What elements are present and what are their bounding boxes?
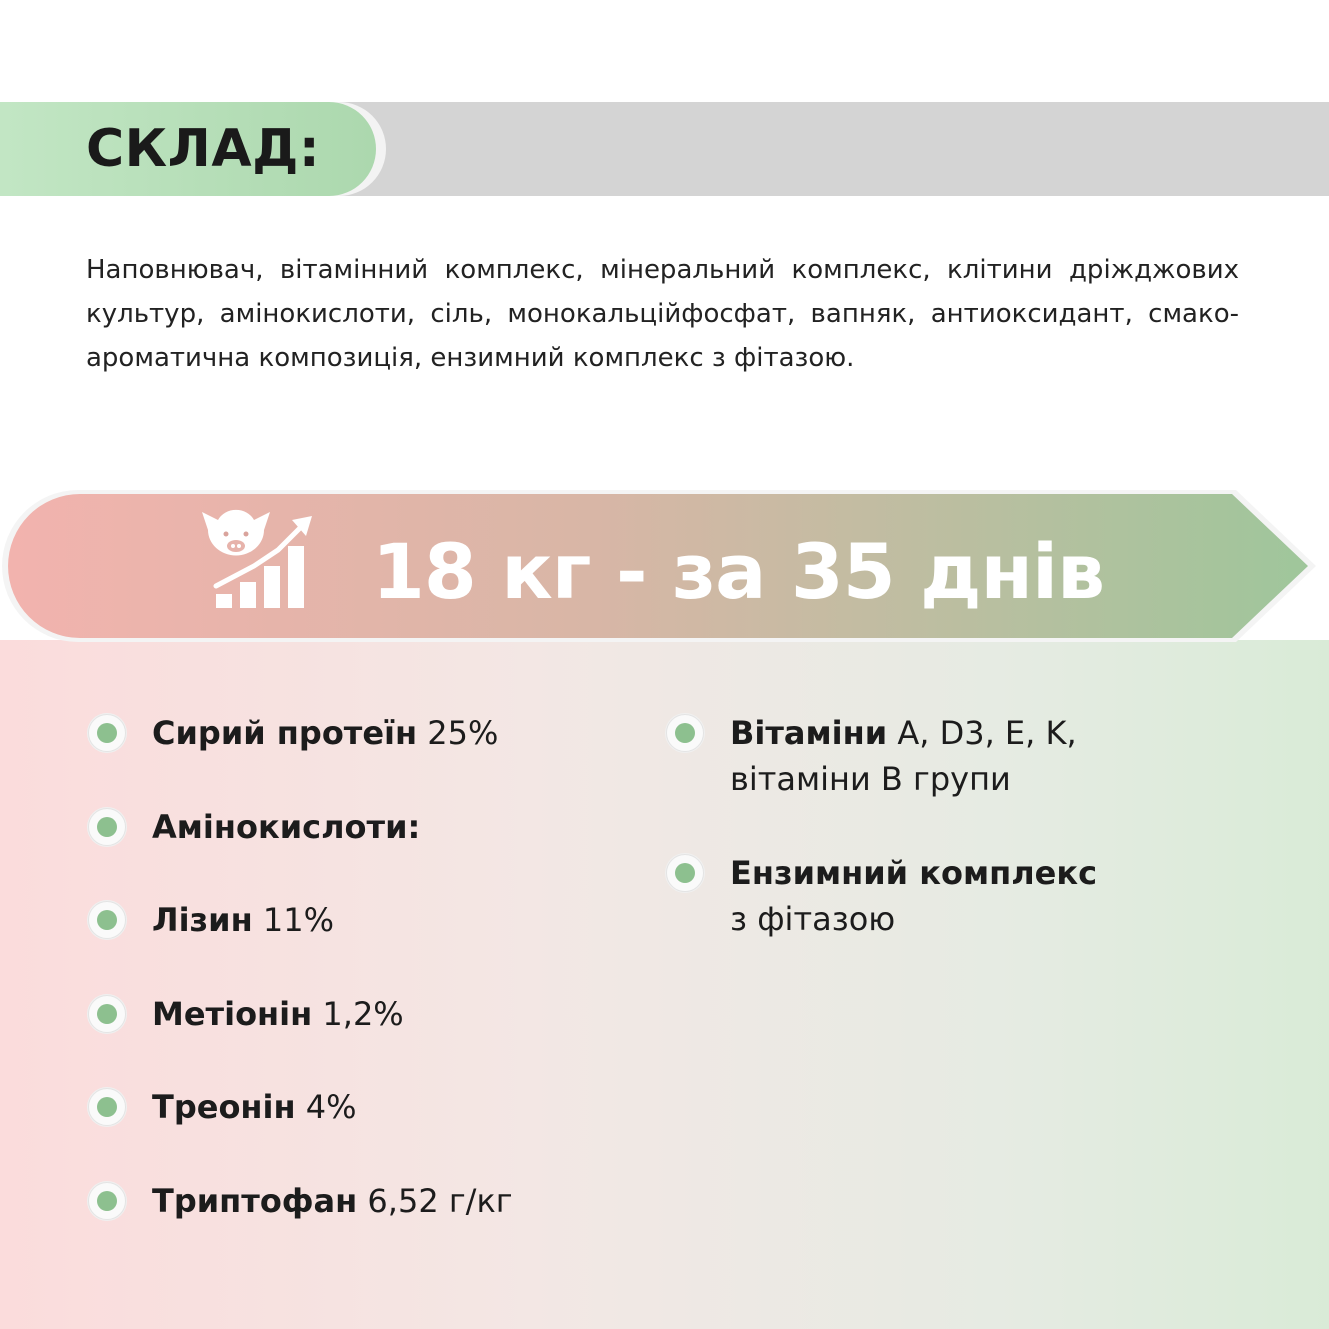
item-label: Триптофан (152, 1182, 358, 1220)
banner-headline: 18 кг - за 35 днів (372, 527, 1105, 616)
bullet-icon (88, 808, 126, 846)
item-label: Ензимний комплекс (730, 854, 1098, 892)
item-value: 11% (262, 901, 334, 939)
bullet-icon (88, 1182, 126, 1220)
bullet-icon (88, 1088, 126, 1126)
item-label: Треонін (152, 1088, 296, 1126)
item-value: A, D3, E, K, (897, 714, 1077, 752)
item-value: 6,52 г/кг (367, 1182, 513, 1220)
item-value-line2: з фітазою (730, 900, 896, 938)
item-label: Метіонін (152, 995, 313, 1033)
bullet-icon (88, 901, 126, 939)
bullet-icon (88, 714, 126, 752)
list-item-lysine (88, 901, 334, 943)
list-item-enzyme-complex (666, 854, 1097, 942)
list-item-amino-acids (88, 808, 420, 850)
bullet-icon (88, 995, 126, 1033)
item-label: Сирий протеїн (152, 714, 418, 752)
item-label: Амінокислоти: (152, 808, 421, 846)
item-value-line2: вітаміни В групи (730, 760, 1011, 798)
composition-text: Наповнювач, вітамінний комплекс, мінеральний комплекс, клітини дріжджових культур, амінокислоти, сіль, монокальційфосфат, вапняк, антиоксидант, смако-ароматична композиція, ензимний комплекс з фітазою. (86, 255, 1239, 373)
pig-growth-chart-icon (196, 508, 318, 610)
item-value: 4% (305, 1088, 357, 1126)
bullet-icon (666, 854, 704, 892)
list-item-methionine (88, 995, 404, 1037)
item-label: Вітаміни (730, 714, 888, 752)
item-value: 1,2% (322, 995, 404, 1033)
item-label: Лізин (152, 901, 253, 939)
bullet-icon (666, 714, 704, 752)
section-title: СКЛАД: (86, 119, 321, 179)
item-value: 25% (427, 714, 499, 752)
list-item-tryptophan (88, 1182, 513, 1224)
list-item-vitamins (666, 714, 1077, 802)
list-item-threonine (88, 1088, 357, 1130)
list-item-protein (88, 714, 498, 756)
